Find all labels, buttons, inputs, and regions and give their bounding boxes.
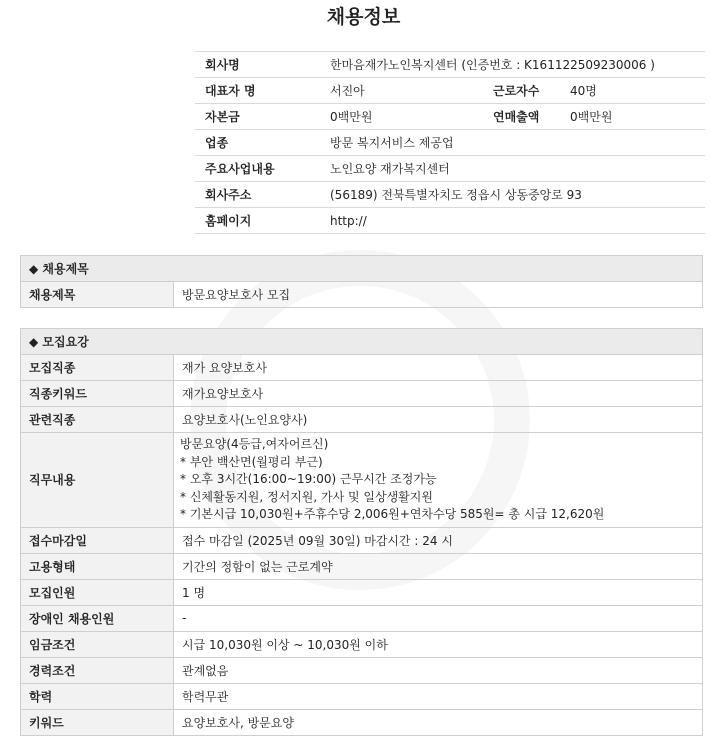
section-header-row — [21, 256, 703, 282]
table-row — [21, 433, 703, 528]
sales-value: 0백만원 — [560, 104, 705, 130]
homepage-label: 홈페이지 — [195, 208, 320, 234]
education-value: 학력무관 — [174, 683, 703, 709]
capital-value: 0백만원 — [320, 104, 483, 130]
deadline-label: 접수마감일 — [21, 527, 174, 553]
keyword-label: 키워드 — [21, 709, 174, 735]
company-name-label: 회사명 — [195, 52, 320, 78]
headcount-value: 1 명 — [174, 579, 703, 605]
table-row — [21, 709, 703, 735]
job-type-value: 재가 요양보호사 — [174, 355, 703, 381]
education-label: 학력 — [21, 683, 174, 709]
company-name-value: 한마음재가노인복지센터 (인증번호 : K161122509230006 ) — [320, 52, 705, 78]
job-keyword-value: 재가요양보호사 — [174, 381, 703, 407]
business-label: 주요사업내용 — [195, 156, 320, 182]
duty-line: * 기본시급 10,030원+주휴수당 2,006원+연차수당 585원= 총 시급 12,620원 — [180, 507, 605, 521]
business-value: 노인요양 재가복지센터 — [320, 156, 705, 182]
headcount-label: 모집인원 — [21, 579, 174, 605]
recruit-title-header: ◆ 채용제목 — [21, 256, 703, 282]
disabled-hire-label: 장애인 채용인원 — [21, 605, 174, 631]
deadline-value: 접수 마감일 (2025년 09월 30일) 마감시간 : 24 시 — [174, 527, 703, 553]
table-row — [21, 355, 703, 381]
table-row — [21, 553, 703, 579]
requirements-section — [20, 328, 703, 736]
capital-label: 자본금 — [195, 104, 320, 130]
table-row — [21, 605, 703, 631]
related-job-label: 관련직종 — [21, 407, 174, 433]
requirements-header: ◆ 모집요강 — [21, 329, 703, 355]
wage-value: 시급 10,030원 이상 ~ 10,030원 이하 — [174, 631, 703, 657]
company-info-table — [195, 51, 705, 234]
page-title: 채용정보 — [326, 6, 401, 28]
company-row — [195, 156, 705, 182]
industry-label: 업종 — [195, 130, 320, 156]
ceo-label: 대표자 명 — [195, 78, 320, 104]
ceo-value: 서진아 — [320, 78, 483, 104]
sales-label: 연매출액 — [483, 104, 560, 130]
company-row — [195, 182, 705, 208]
recruit-title-label: 채용제목 — [21, 282, 174, 308]
recruit-title-section — [20, 255, 703, 308]
job-keyword-label: 직종키워드 — [21, 381, 174, 407]
industry-value: 방문 복지서비스 제공업 — [320, 130, 705, 156]
table-row — [21, 407, 703, 433]
experience-label: 경력조건 — [21, 657, 174, 683]
table-row — [21, 282, 703, 308]
duty-line: * 오후 3시간(16:00~19:00) 근무시간 조정가능 — [180, 472, 437, 486]
experience-value: 관계없음 — [174, 657, 703, 683]
section-header-row — [21, 329, 703, 355]
table-row — [21, 527, 703, 553]
company-row — [195, 52, 705, 78]
address-value: (56189) 전북특별자치도 정읍시 상동중앙로 93 — [320, 182, 705, 208]
address-label: 회사주소 — [195, 182, 320, 208]
employees-value: 40명 — [560, 78, 705, 104]
duty-content — [174, 433, 703, 528]
table-row — [21, 579, 703, 605]
table-row — [21, 631, 703, 657]
homepage-link[interactable]: http:// — [320, 208, 705, 234]
related-job-value: 요양보호사(노인요양사) — [174, 407, 703, 433]
employees-label: 근로자수 — [483, 78, 560, 104]
company-row — [195, 208, 705, 234]
company-row — [195, 78, 705, 104]
employment-type-label: 고용형태 — [21, 553, 174, 579]
disabled-hire-value: - — [174, 605, 703, 631]
table-row — [21, 381, 703, 407]
duty-label: 직무내용 — [21, 433, 174, 528]
duty-line: * 부안 백산면(월평리 부근) — [180, 454, 323, 469]
company-row — [195, 130, 705, 156]
duty-line: * 신체활동지원, 정서지원, 가사 및 일상생활지원 — [180, 489, 433, 504]
wage-label: 임금조건 — [21, 631, 174, 657]
table-row — [21, 657, 703, 683]
job-type-label: 모집직종 — [21, 355, 174, 381]
employment-type-value: 기간의 정함이 없는 근로계약 — [174, 553, 703, 579]
duty-line: 방문요양(4등급,여자어르신) — [180, 437, 329, 451]
recruit-title-value: 방문요양보호사 모집 — [174, 282, 703, 308]
table-row — [21, 683, 703, 709]
keyword-value: 요양보호사, 방문요양 — [174, 709, 703, 735]
company-row — [195, 104, 705, 130]
